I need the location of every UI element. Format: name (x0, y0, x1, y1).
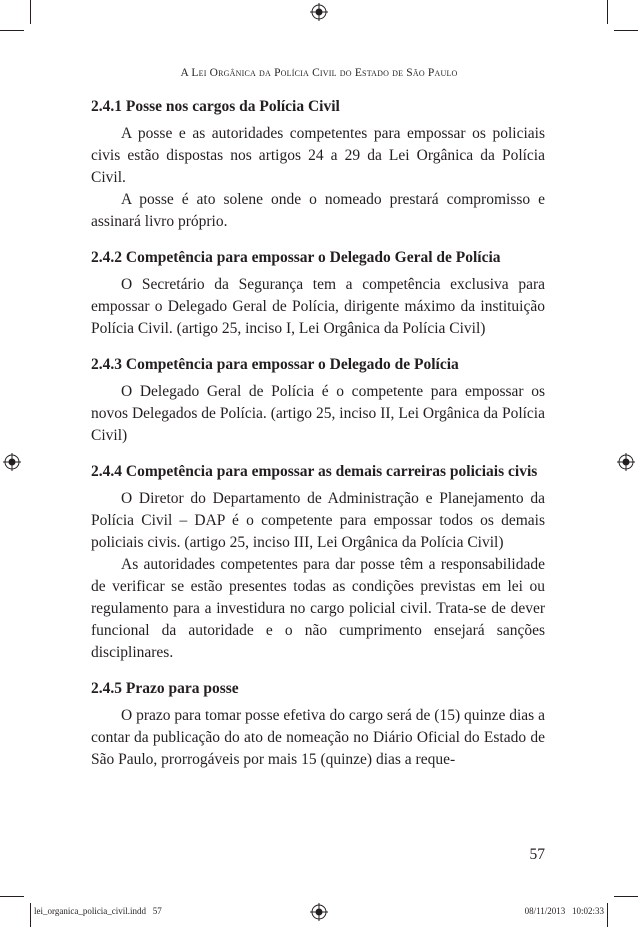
crop-mark-icon (0, 896, 24, 897)
section-heading: 2.4.5 Prazo para posse (91, 680, 239, 697)
section-heading: 2.4.1 Posse nos cargos da Polícia Civil (91, 98, 340, 115)
registration-mark-icon (310, 903, 328, 921)
running-head-text: A Lei Orgânica da Polícia Civil do Estado de São Paulo (180, 67, 458, 79)
paragraph: A posse e as autoridades competentes para empossar os policiais civis estão dispostas nos artigos 24 a 29 da Lei Orgânica da Polícia Civil. (91, 125, 545, 186)
paragraph: A posse é ato solene onde o nomeado prestará compromisso e assinará livro próprio. (91, 191, 545, 230)
page-content (91, 96, 545, 785)
section-2-4-4 (91, 461, 545, 664)
registration-mark-icon (617, 453, 635, 471)
section-2-4-2 (91, 247, 545, 340)
running-head (0, 67, 638, 79)
slug-file: lei_organica_policia_civil.indd 57 (34, 906, 162, 916)
registration-mark-icon (3, 453, 21, 471)
section-2-4-5 (91, 678, 545, 771)
paragraph: O Secretário da Segurança tem a competência exclusiva para empossar o Delegado Geral de Polícia, dirigente máximo da instituição Polícia Civil. (artigo 25, inciso I, Lei Orgânica da Polícia Civil) (91, 276, 545, 337)
paragraph: O prazo para tomar posse efetiva do cargo será de (15) quinze dias a contar da publicação do ato de nomeação no Diário Oficial do Estado de São Paulo, prorrogáveis por mais 15 (quinze) dias a reque- (91, 707, 545, 768)
section-heading: 2.4.4 Competência para empossar as demais carreiras policiais civis (91, 463, 538, 480)
section-heading: 2.4.3 Competência para empossar o Delegado de Polícia (91, 356, 459, 373)
crop-mark-icon (0, 30, 24, 31)
crop-mark-icon (614, 30, 638, 31)
section-2-4-1 (91, 96, 545, 233)
paragraph: As autoridades competentes para dar posse têm a responsabilidade de verificar se estão presentes todas as condições previstas em lei ou regulamento para a investidura no cargo policial civil. Trata-se de dever funcional da autoridade e o não cumprimento ensejará sanções disciplinares. (91, 556, 545, 661)
paragraph: O Delegado Geral de Polícia é o competente para empossar os novos Delegados de Polícia. (artigo 25, inciso II, Lei Orgânica da Polícia Civil) (91, 383, 545, 444)
section-2-4-3 (91, 354, 545, 447)
slug-timestamp: 08/11/2013 10:02:33 (524, 906, 604, 916)
crop-mark-icon (614, 896, 638, 897)
paragraph: O Diretor do Departamento de Administração e Planejamento da Polícia Civil – DAP é o competente para empossar todos os demais policiais civis. (artigo 25, inciso III, Lei Orgânica da Polícia Civil) (91, 490, 545, 551)
page-number: 57 (529, 846, 545, 863)
crop-mark-icon (607, 903, 608, 927)
registration-mark-icon (310, 3, 328, 21)
crop-mark-icon (30, 903, 31, 927)
section-heading: 2.4.2 Competência para empossar o Delegado Geral de Polícia (91, 249, 501, 266)
crop-mark-icon (607, 0, 608, 24)
crop-mark-icon (30, 0, 31, 24)
